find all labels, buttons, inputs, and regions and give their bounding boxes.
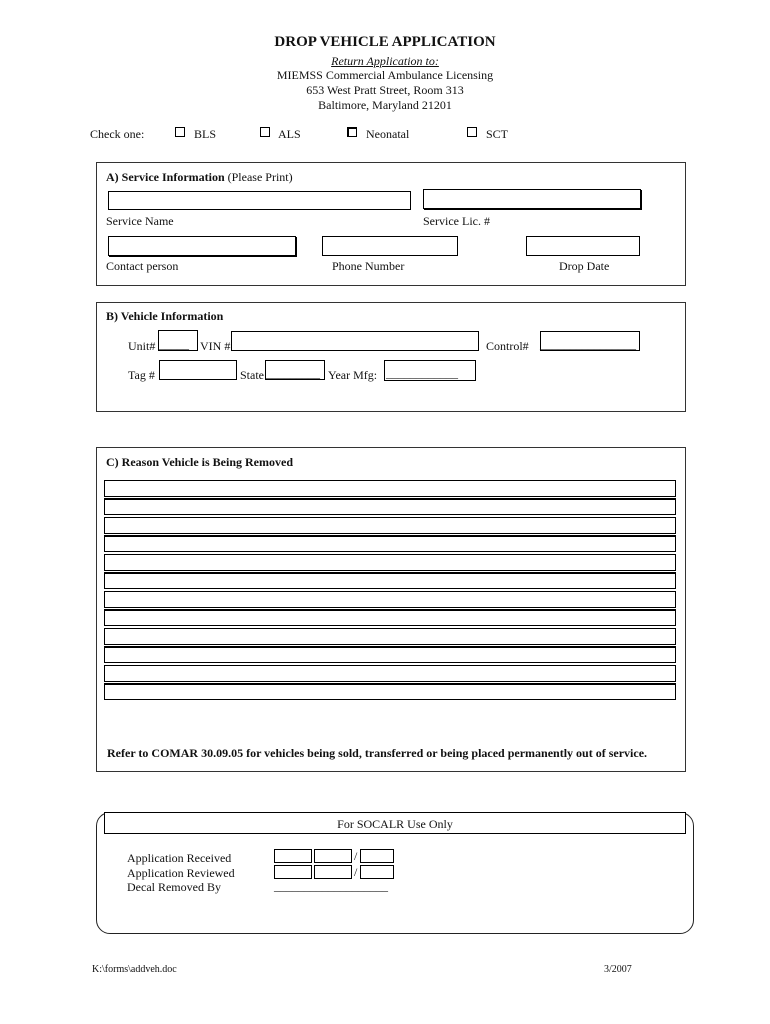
application-reviewed-label: Application Reviewed (127, 866, 235, 880)
reason-line[interactable] (104, 609, 676, 626)
reason-line[interactable] (104, 554, 676, 571)
address-line-3: Baltimore, Maryland 21201 (318, 98, 452, 112)
als-checkbox[interactable] (260, 127, 270, 137)
reviewed-day-field[interactable] (314, 865, 352, 879)
year-mfg-label: Year Mfg: (328, 368, 378, 382)
tag-label: Tag # (128, 368, 155, 382)
reason-text-area[interactable] (104, 480, 676, 700)
address-line-2: 653 West Pratt Street, Room 313 (306, 83, 464, 97)
reviewed-slash: / (354, 865, 358, 879)
reason-line[interactable] (104, 665, 676, 682)
file-path: K:\forms\addveh.doc (92, 964, 177, 975)
reason-line[interactable] (104, 535, 676, 552)
control-blank: ________________ (540, 337, 636, 351)
reason-line[interactable] (104, 572, 676, 589)
service-lic-label: Service Lic. # (423, 214, 490, 228)
contact-person-field[interactable] (108, 236, 296, 256)
drop-date-field[interactable] (526, 236, 640, 256)
section-b-heading: B) Vehicle Information (106, 309, 224, 323)
vin-label: VIN # (200, 339, 231, 353)
contact-person-label: Contact person (106, 259, 179, 273)
state-blank: _________ (266, 366, 320, 380)
received-year-field[interactable] (360, 849, 394, 863)
reason-line[interactable] (104, 517, 676, 534)
return-to-label: Return Application to: (331, 54, 439, 68)
drop-date-label: Drop Date (559, 259, 610, 273)
service-lic-field[interactable] (423, 189, 641, 209)
comar-note: Refer to COMAR 30.09.05 for vehicles being sold, transferred or being placed permanently out of service. (107, 746, 648, 760)
unit-label: Unit# (128, 339, 156, 353)
neonatal-checkbox[interactable] (347, 127, 357, 137)
application-received-label: Application Received (127, 851, 232, 865)
bls-checkbox[interactable] (175, 127, 185, 137)
reason-line[interactable] (104, 646, 676, 663)
reason-line[interactable] (104, 591, 676, 608)
service-name-label: Service Name (106, 214, 174, 228)
als-label: ALS (278, 127, 301, 141)
address-line-1: MIEMSS Commercial Ambulance Licensing (276, 68, 494, 82)
check-one-label: Check one: (90, 127, 145, 141)
decal-removed-blank[interactable]: ___________________ (274, 879, 388, 893)
sct-checkbox[interactable] (467, 127, 477, 137)
reason-line[interactable] (104, 628, 676, 645)
state-label: State (240, 368, 264, 382)
received-day-field[interactable] (314, 849, 352, 863)
sct-label: SCT (486, 127, 509, 141)
phone-number-label: Phone Number (332, 259, 405, 273)
form-title: DROP VEHICLE APPLICATION (274, 34, 496, 50)
service-name-field[interactable] (108, 191, 411, 210)
reason-line[interactable] (104, 683, 676, 700)
neonatal-label: Neonatal (366, 127, 410, 141)
reason-line[interactable] (104, 498, 676, 515)
vin-field[interactable] (231, 331, 479, 351)
section-c-heading: C) Reason Vehicle is Being Removed (106, 455, 293, 469)
tag-field[interactable] (159, 360, 237, 380)
control-label: Control# (486, 339, 529, 353)
office-use-banner: For SOCALR Use Only (104, 812, 686, 834)
reviewed-year-field[interactable] (360, 865, 394, 879)
year-mfg-blank: ____________ (386, 366, 458, 380)
received-month-field[interactable] (274, 849, 312, 863)
section-a-heading: A) Service Information (Please Print) (106, 170, 293, 184)
unit-blank: _____ (159, 337, 189, 351)
phone-number-field[interactable] (322, 236, 458, 256)
decal-removed-label: Decal Removed By (127, 880, 221, 894)
revision-date: 3/2007 (604, 964, 632, 975)
received-slash: / (354, 849, 358, 863)
bls-label: BLS (194, 127, 217, 141)
reason-line[interactable] (104, 480, 676, 497)
reviewed-month-field[interactable] (274, 865, 312, 879)
